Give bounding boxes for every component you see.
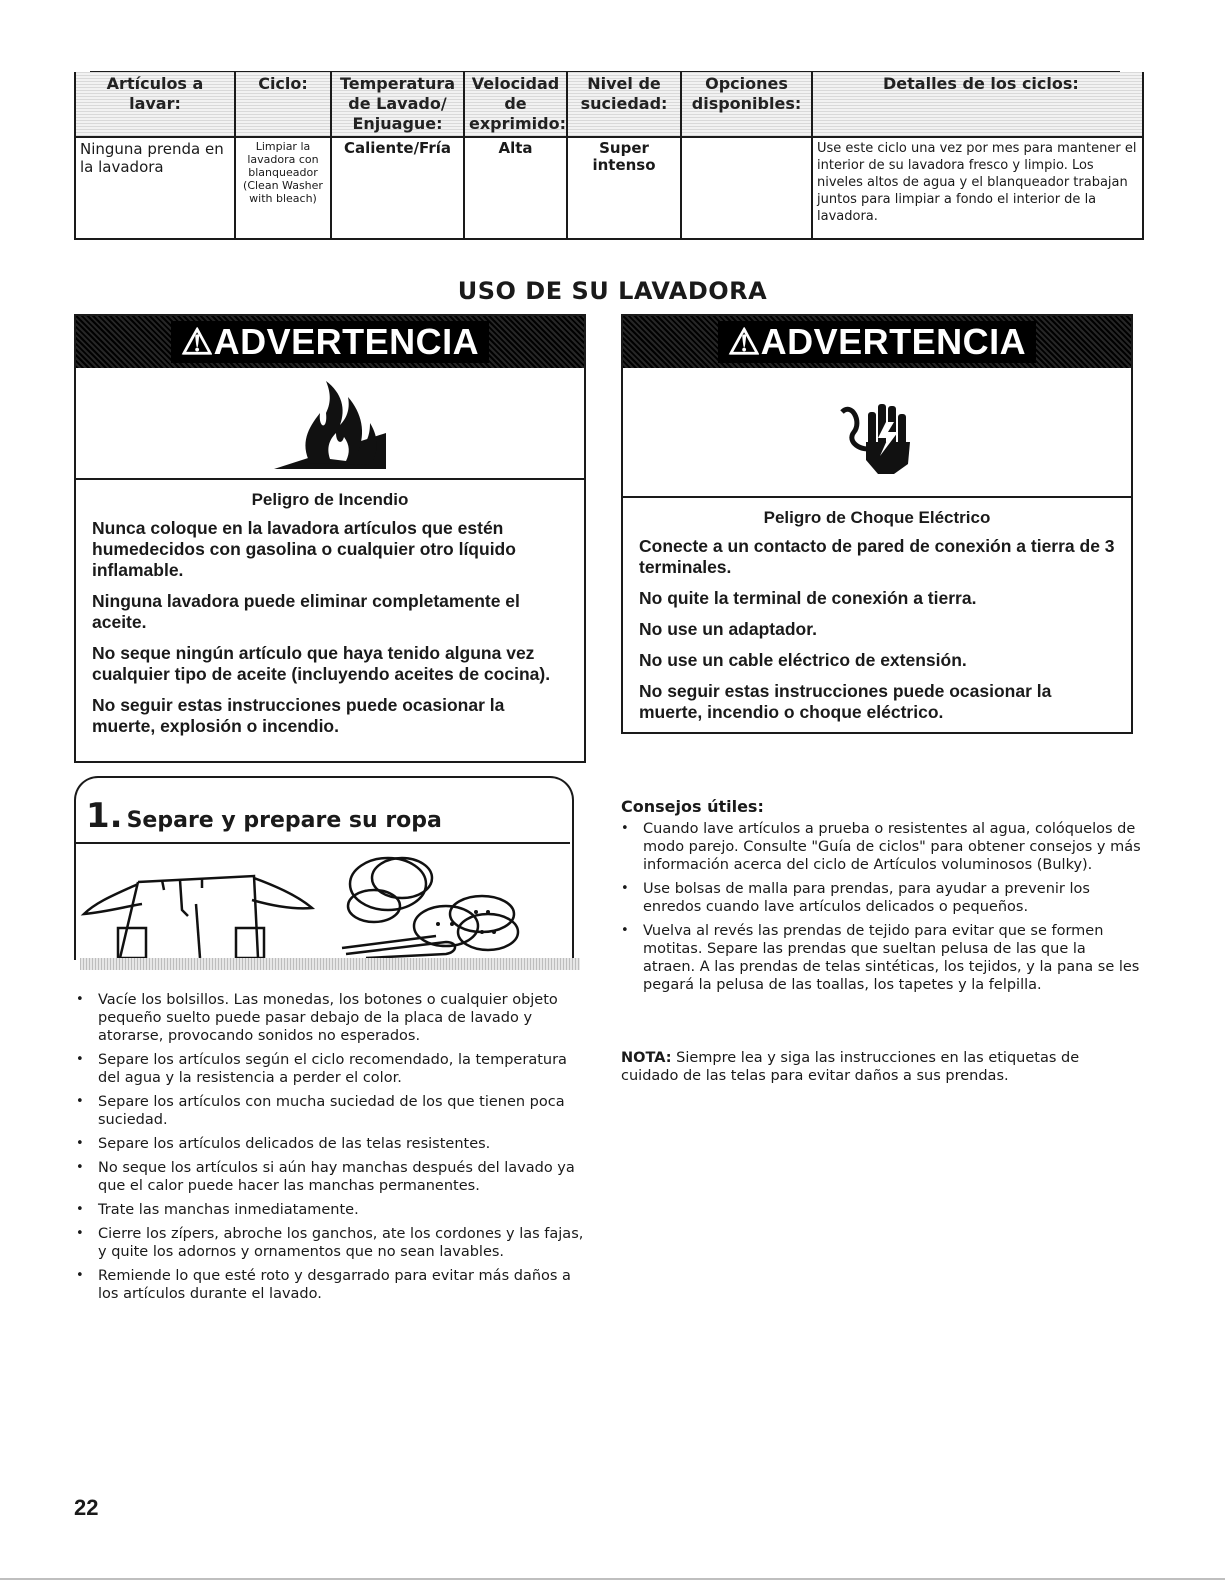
shock-warning-text: No seguir estas instrucciones puede ocasionar la muerte, incendio o choque eléctrico.: [639, 681, 1052, 722]
step-1-title: [86, 796, 442, 836]
fire-warning-box: [74, 314, 586, 763]
list-item: • Cuando lave artículos a prueba o resistentes al agua, colóquelos de modo parejo. Consulte "Guía de ciclos" para obtener consejos y más información acerca del ciclo de Artículos voluminosos (Bulky).: [621, 820, 1141, 874]
tips-title: Consejos útiles:: [621, 797, 764, 816]
list-item: • Separe los artículos según el ciclo recomendado, la temperatura del agua y la resistencia a perder el color.: [76, 1051, 592, 1087]
cell-options: [681, 137, 812, 239]
table-header-row: [75, 72, 1143, 137]
list-item: • Vuelva al revés las prendas de tejido para evitar que se formen motitas. Separe las prendas que sueltan pelusa de las que la atraen. A las prendas de telas sintéticas, los tejidos, y la pana se les pegará la pelusa de las toallas, los tapetes y la felpilla.: [621, 922, 1141, 994]
table-row: [75, 137, 1143, 239]
header-temperature: Temperatura de Lavado/ Enjuague:: [331, 72, 464, 137]
warning-triangle-icon: ⚠: [727, 321, 761, 362]
list-item: • Use bolsas de malla para prendas, para ayudar a prevenir los enredos cuando lave artículos delicados o pequeños.: [621, 880, 1141, 916]
header-items: Artículos a lavar:: [75, 72, 235, 137]
section-title: USO DE SU LAVADORA: [457, 277, 768, 305]
cycle-table: [74, 72, 1144, 240]
cell-details: Use este ciclo una vez por mes para mantener el interior de su lavadora fresco y limpio. Los niveles altos de agua y el blanqueador trabajan juntos para limpiar a fondo el interior de la lavadora.: [812, 137, 1143, 239]
step-1-shadow: [80, 958, 580, 970]
cell-cycle: Limpiar la lavadora con blanqueador (Clean Washer with bleach): [235, 137, 331, 239]
warning-triangle-icon: ⚠: [180, 321, 214, 362]
shock-warning-box: [621, 314, 1133, 734]
shock-warning-body: [623, 498, 1131, 739]
note-text: Siempre lea y siga las instrucciones en las etiquetas de cuidado de las telas para evitar daños a sus prendas.: [621, 1050, 1080, 1084]
shock-warning-text: Conecte a un contacto de pared de conexión a tierra de 3 terminales.: [639, 536, 1115, 577]
step-title-text: Separe y prepare su ropa: [126, 808, 442, 833]
list-item: • Cierre los zípers, abroche los ganchos, ate los cordones y las fajas, y quite los adornos y ornamentos que no sean lavables.: [76, 1225, 592, 1261]
fire-warning-text: No seque ningún artículo que haya tenido alguna vez cualquier tipo de aceite (incluyendo aceites de cocina).: [92, 643, 551, 684]
step-number: 1.: [86, 796, 123, 836]
page-bottom-edge: [0, 1578, 1225, 1580]
warning-label: [718, 321, 1036, 363]
shock-warning-text: No use un adaptador.: [639, 619, 817, 639]
fire-icon-area: [76, 368, 584, 480]
note-paragraph: [621, 1049, 1141, 1085]
warning-header: [623, 316, 1131, 368]
list-item: • Vacíe los bolsillos. Las monedas, los botones o cualquier objeto pequeño suelto puede pasar debajo de la placa de lavado y atorarse, provocando sonidos no esperados.: [76, 991, 592, 1045]
warning-label: [171, 321, 489, 363]
header-cycle: Ciclo:: [235, 72, 331, 137]
shock-warning-subtitle: Peligro de Choque Eléctrico: [763, 508, 991, 527]
warning-header-text: ADVERTENCIA: [213, 321, 480, 362]
list-item: • Remiende lo que esté roto y desgarrado para evitar más daños a los artículos durante el lavado.: [76, 1267, 592, 1303]
tips-bullet-list: [621, 820, 1141, 1000]
list-item: • Trate las manchas inmediatamente.: [76, 1201, 592, 1219]
header-spin: Velocidad de exprimido:: [464, 72, 567, 137]
note-label: NOTA:: [621, 1050, 672, 1066]
cell-temperature: Caliente/Fría: [331, 137, 464, 239]
shock-warning-text: No quite la terminal de conexión a tierra.: [639, 588, 977, 608]
list-item: • No seque los artículos si aún hay manchas después del lavado ya que el calor puede hacer las manchas permanentes.: [76, 1159, 592, 1195]
pockets-illustration-icon: [76, 844, 570, 958]
cell-items: Ninguna prenda en la lavadora: [75, 137, 235, 239]
warning-header-text: ADVERTENCIA: [760, 321, 1027, 362]
list-item: • Separe los artículos delicados de las telas resistentes.: [76, 1135, 592, 1153]
header-details: Detalles de los ciclos:: [812, 72, 1143, 137]
header-soil: Nivel de suciedad:: [567, 72, 681, 137]
page-number: 22: [74, 1495, 99, 1520]
shock-icon-area: [623, 368, 1131, 498]
fire-warning-text: Ninguna lavadora puede eliminar completamente el aceite.: [92, 591, 520, 632]
fire-warning-text: No seguir estas instrucciones puede ocasionar la muerte, explosión o incendio.: [92, 695, 505, 736]
list-item: • Separe los artículos con mucha suciedad de los que tienen poca suciedad.: [76, 1093, 592, 1129]
step-1-bullet-list: [76, 991, 592, 1309]
cell-soil: Super intenso: [567, 137, 681, 239]
fire-warning-text: Nunca coloque en la lavadora artículos que estén humedecidos con gasolina o cualquier otro líquido inflamable.: [92, 518, 516, 580]
fire-icon: [270, 373, 390, 473]
warning-header: [76, 316, 584, 368]
electric-shock-hand-icon: [832, 382, 922, 482]
fire-warning-body: [76, 480, 584, 753]
shock-warning-text: No use un cable eléctrico de extensión.: [639, 650, 967, 670]
header-options: Opciones disponibles:: [681, 72, 812, 137]
cell-spin: Alta: [464, 137, 567, 239]
fire-warning-subtitle: Peligro de Incendio: [251, 490, 409, 509]
